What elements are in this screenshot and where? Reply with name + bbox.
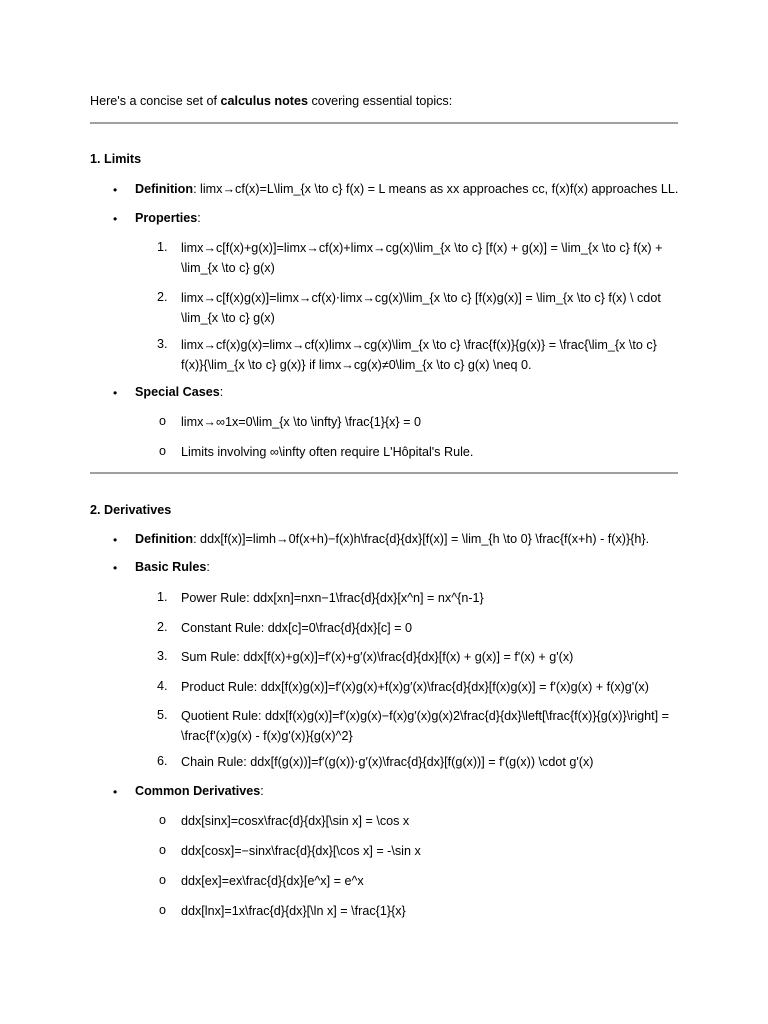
basic-rule-3: Sum Rule: ddx[f(x)+g(x)]=f′(x)+g′(x)\frac{d}{dx}[f(x) + g(x)] = f'(x) + g'(x) (181, 650, 574, 664)
limits-definition: Definition: limx→cf(x)=L\lim_{x \to c} f(x) = L means as xx approaches cc, f(x)f(x) approaches LL. (135, 182, 679, 196)
common-derivative-2: ddx[cosx]=−sinx\frac{d}{dx}[\cos x] = -\sin x (181, 844, 421, 858)
basic-rule-6: Chain Rule: ddx[f(g(x))]=f′(g(x))⋅g′(x)\frac{d}{dx}[f(g(x))] = f'(g(x)) \cdot g'(x) (181, 755, 594, 769)
derivatives-common-label: Common Derivatives: (135, 784, 264, 798)
derivatives-definition: Definition: ddx[f(x)]=limh→0f(x+h)−f(x)h\frac{d}{dx}[f(x)] = \lim_{h \to 0} \frac{f(x+h) - f(x)}{h}. (135, 532, 650, 546)
horizontal-rule (90, 472, 678, 474)
circle-bullet-icon: o (159, 903, 167, 917)
common-derivative-1: ddx[sinx]=cosx\frac{d}{dx}[\sin x] = \cos x (181, 814, 410, 828)
circle-bullet-icon: o (159, 444, 167, 458)
limits-special-label: Special Cases: (135, 385, 224, 399)
list-number: 5. (157, 708, 168, 722)
bullet-icon: • (113, 785, 118, 799)
list-number: 2. (157, 620, 168, 634)
circle-bullet-icon: o (159, 843, 167, 857)
bullet-icon: • (113, 561, 118, 575)
bullet-icon: • (113, 183, 118, 197)
limits-special-2: Limits involving ∞\infty often require L'Hôpital's Rule. (181, 445, 474, 459)
limits-properties-label: Properties: (135, 211, 201, 225)
limits-property-2: limx→c[f(x)g(x)]=limx→cf(x)⋅limx→cg(x)\lim_{x \to c} [f(x)g(x)] = \lim_{x \to c} f(x) \ cdot \lim_{x \to c} g(x) (181, 291, 661, 325)
basic-rule-4: Product Rule: ddx[f(x)g(x)]=f′(x)g(x)+f(x)g′(x)\frac{d}{dx}[f(x)g(x)] = f'(x)g(x) + f(x)g'(x) (181, 680, 649, 694)
list-number: 2. (157, 290, 168, 304)
bullet-icon: • (113, 212, 118, 226)
intro-text-end: covering essential topics: (308, 94, 453, 108)
circle-bullet-icon: o (159, 873, 167, 887)
common-derivative-3: ddx[ex]=ex\frac{d}{dx}[e^x] = e^x (181, 874, 364, 888)
list-number: 1. (157, 590, 168, 604)
list-number: 6. (157, 754, 168, 768)
basic-rule-2: Constant Rule: ddx[c]=0\frac{d}{dx}[c] = 0 (181, 621, 413, 635)
circle-bullet-icon: o (159, 813, 167, 827)
list-number: 3. (157, 337, 168, 351)
circle-bullet-icon: o (159, 414, 167, 428)
section-heading-derivatives: 2. Derivatives (90, 503, 172, 517)
section-heading-limits: 1. Limits (90, 152, 142, 166)
limits-property-1: limx→c[f(x)+g(x)]=limx→cf(x)+limx→cg(x)\lim_{x \to c} [f(x) + g(x)] = \lim_{x \to c} f(x) + \lim_{x \to c} g(x) (181, 241, 663, 275)
list-number: 4. (157, 679, 168, 693)
basic-rule-5: Quotient Rule: ddx[f(x)g(x)]=f′(x)g(x)−f(x)g′(x)g(x)2\frac{d}{dx}\left[\frac{f(x)}{g(x)}\right] = \frac{f'(x)g(x) - f(x)g'(x)}{g(x)^2} (181, 709, 670, 743)
limits-special-1: limx→∞1x=0\lim_{x \to \infty} \frac{1}{x} = 0 (181, 415, 421, 429)
list-number: 1. (157, 240, 168, 254)
intro-line (90, 92, 452, 112)
intro-bold: calculus notes (220, 94, 309, 108)
common-derivative-4: ddx[lnx]=1x\frac{d}{dx}[\ln x] = \frac{1}{x} (181, 904, 406, 918)
list-number: 3. (157, 649, 168, 663)
horizontal-rule (90, 122, 678, 124)
limits-property-3: limx→cf(x)g(x)=limx→cf(x)limx→cg(x)\lim_{x \to c} \frac{f(x)}{g(x)} = \frac{\lim_{x \to c} f(x)}{\lim_{x \to c} g(x)} if limx→cg(x)≠0\lim_{x \to c} g(x) \neq 0. (181, 338, 657, 372)
basic-rule-1: Power Rule: ddx[xn]=nxn−1\frac{d}{dx}[x^n] = nx^{n-1} (181, 591, 484, 605)
intro-text: Here's a concise set of (90, 94, 221, 108)
bullet-icon: • (113, 533, 118, 547)
bullet-icon: • (113, 386, 118, 400)
derivatives-basic-label: Basic Rules: (135, 560, 210, 574)
